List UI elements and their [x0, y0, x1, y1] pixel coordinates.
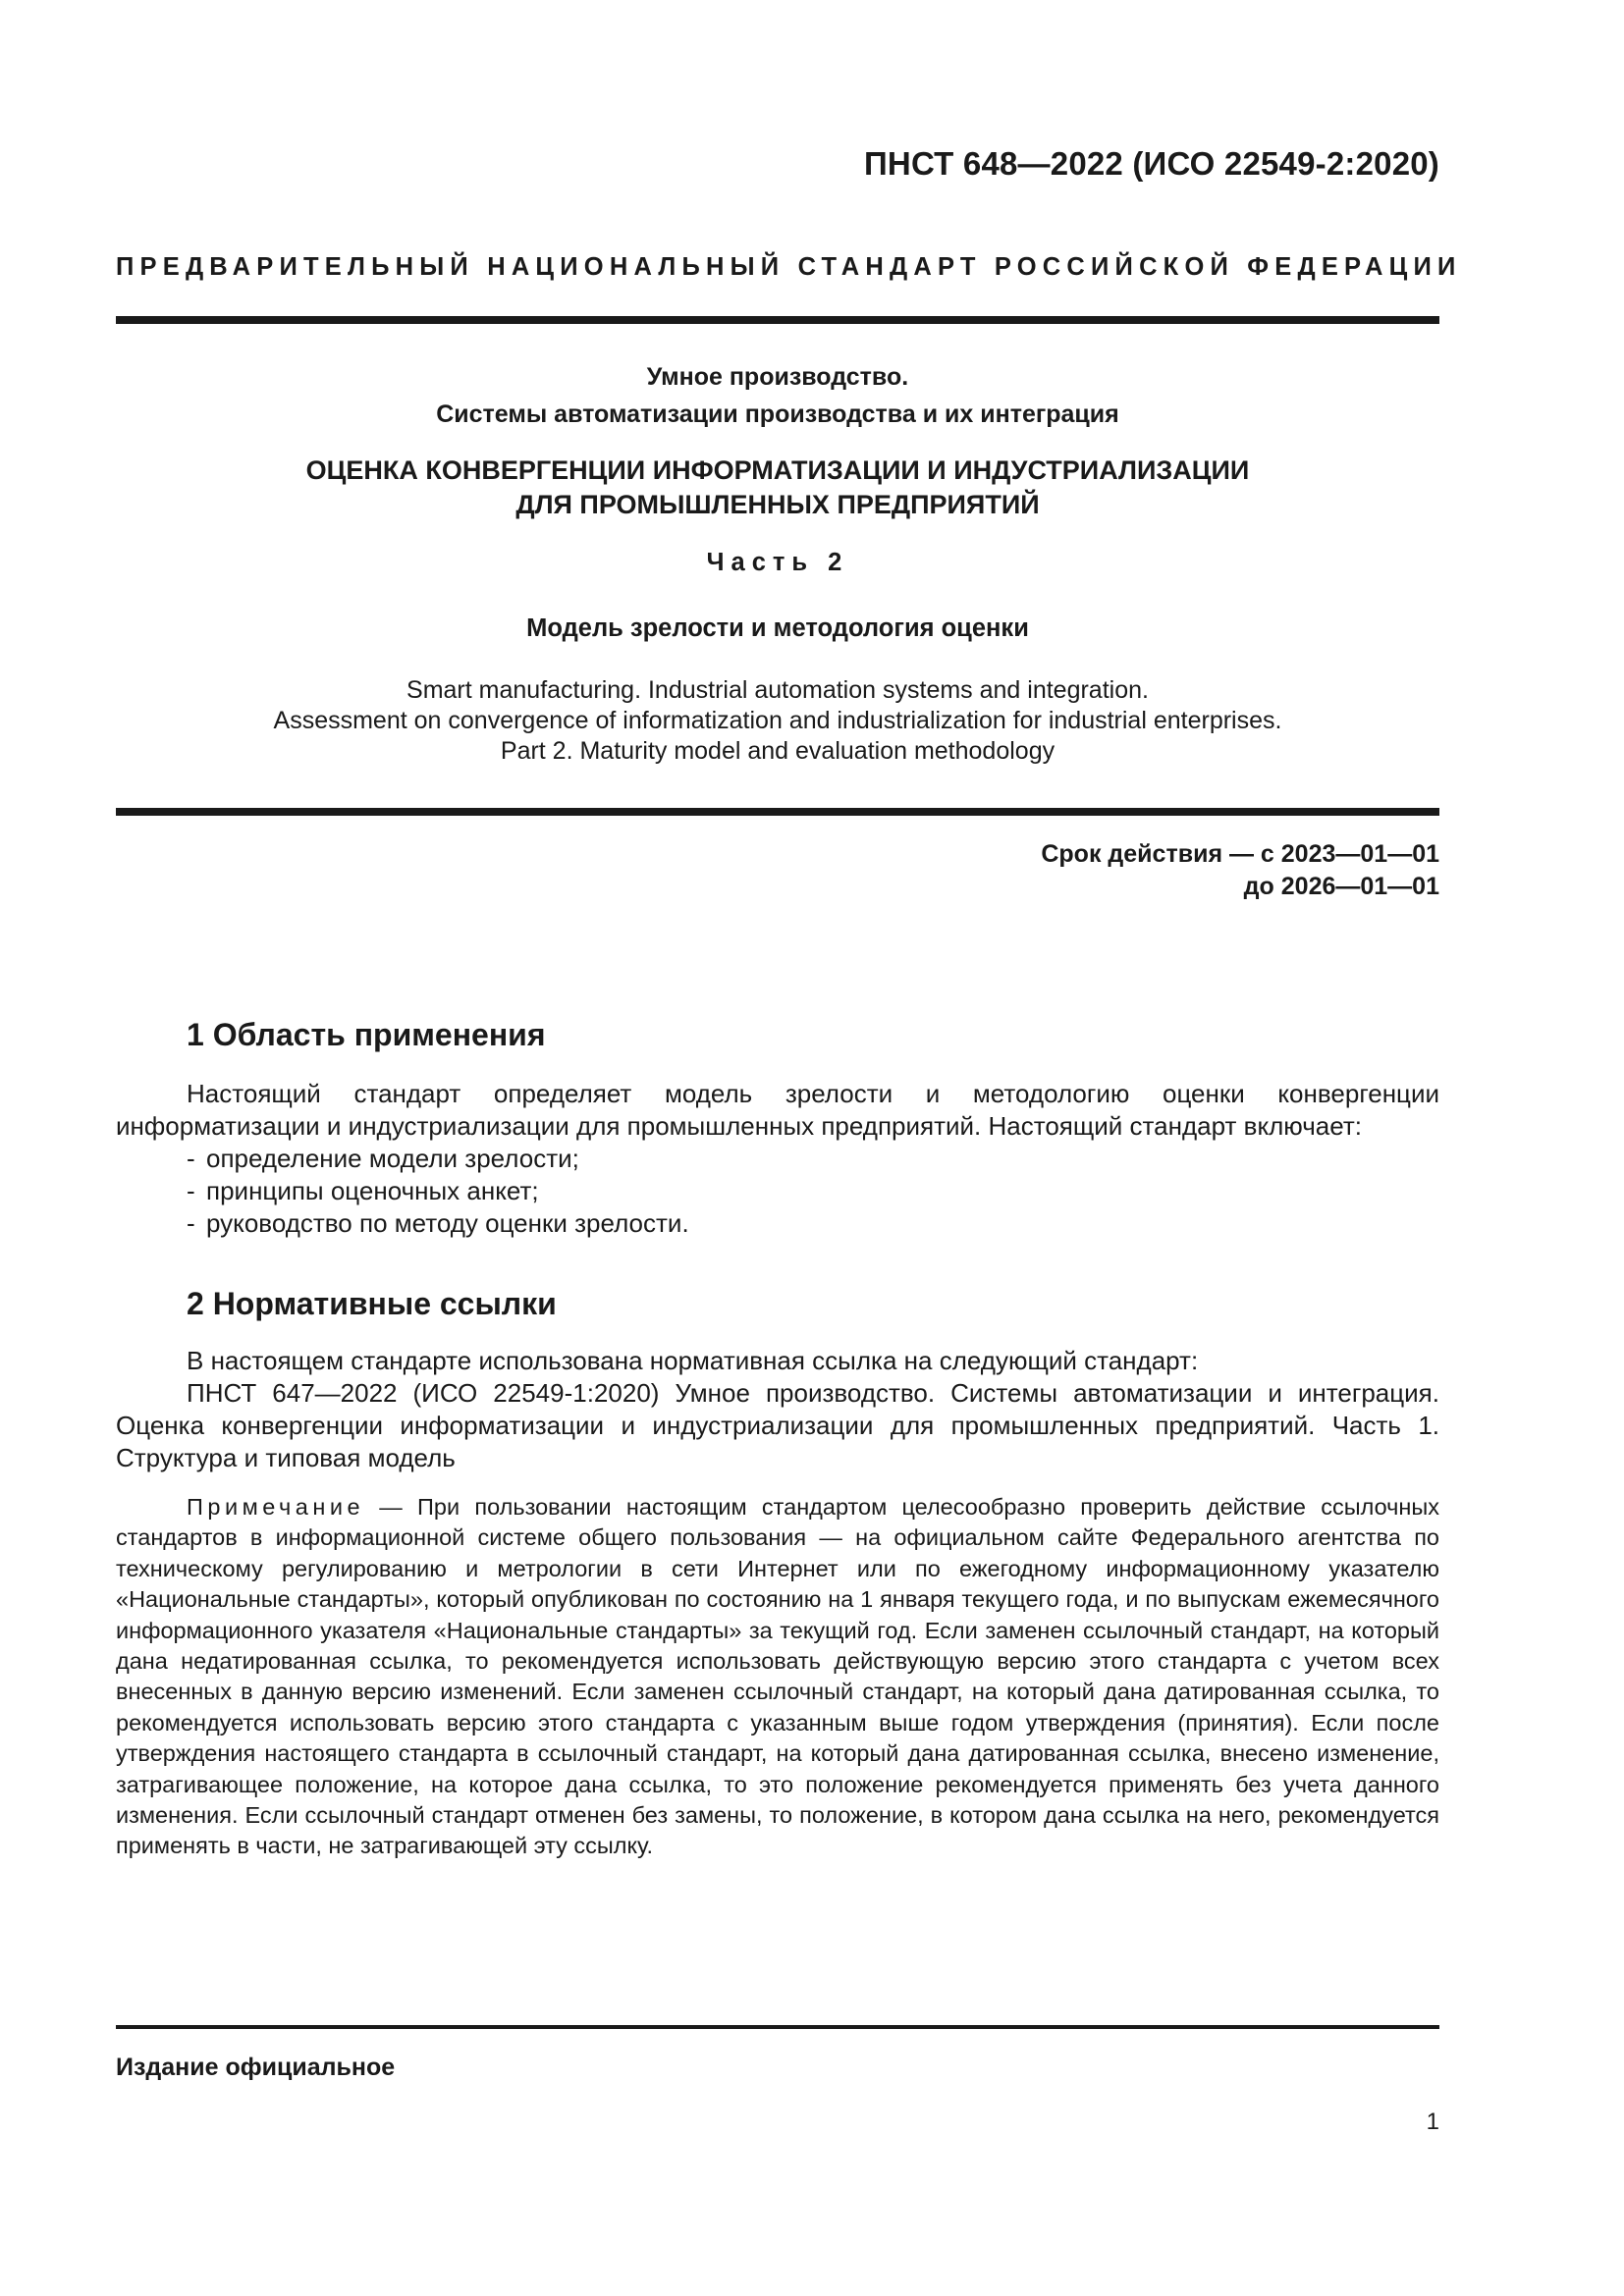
main-title-line-1: ОЦЕНКА КОНВЕРГЕНЦИИ ИНФОРМАТИЗАЦИИ И ИНДУСТРИАЛИЗАЦИИ	[305, 455, 1250, 485]
main-title-line-2: ДЛЯ ПРОМЫШЛЕННЫХ ПРЕДПРИЯТИЙ	[515, 490, 1040, 519]
list-item: - принципы оценочных анкет;	[187, 1176, 539, 1205]
document-code: ПНСТ 648—2022 (ИСО 22549-2:2020)	[864, 145, 1439, 182]
part-title: Модель зрелости и методология оценки	[526, 614, 1029, 642]
subtitle-russian	[116, 358, 1439, 433]
standard-type-title: ПРЕДВАРИТЕЛЬНЫЙ НАЦИОНАЛЬНЫЙ СТАНДАРТ РОССИЙСКОЙ ФЕДЕРАЦИИ	[116, 253, 1462, 281]
list-item-text: принципы оценочных анкет;	[206, 1176, 539, 1205]
validity-end: до 2026—01—01	[1243, 873, 1439, 900]
list-item-text: определение модели зрелости;	[206, 1144, 579, 1173]
section-2-body	[116, 1345, 1439, 1474]
list-item: - определение модели зрелости;	[187, 1144, 579, 1173]
normative-reference: ПНСТ 647—2022 (ИСО 22549-1:2020) Умное производство. Системы автоматизации и интеграция. Оценка конвергенции информатизации и индустриализации для промышленных предприятий. Часть 1. Структура и типовая модель	[116, 1378, 1439, 1472]
section-1-intro: Настоящий стандарт определяет модель зрелости и методологию оценки конвергенции информатизации и индустриализации для промышленных предприятий. Настоящий стандарт включает:	[116, 1079, 1439, 1141]
section-1-body	[116, 1078, 1439, 1240]
note-text: — При пользовании настоящим стандартом целесообразно проверить действие ссылочных стандартов в информационной системе общего пользования — на официальном сайте Федерального агентства по техническому регулированию и метрологии в сети Интернет или по ежегодному информационному указателю «Национальные стандарты», который опубликован по состоянию на 1 января текущего года, и по выпускам ежемесячного информационного указателя «Национальные стандарты» за текущий год. Если заменен ссылочный стандарт, на который дана недатированная ссылка, то рекомендуется использовать действующую версию этого стандарта с учетом всех внесенных в данную версию изменений. Если заменен ссылочный стандарт, на который дана датированная ссылка, то рекомендуется использовать версию этого стандарта с указанным выше годом утверждения (принятия). Если после утверждения настоящего стандарта в ссылочный стандарт, на который дана датированная ссылка, внесено изменение, затрагивающее положение, на которое дана ссылка, то это положение рекомендуется применять без учета данного изменения. Если ссылочный стандарт отменен без замены, то положение, в котором дана ссылка на него, рекомендуется применять в части, не затрагивающей эту ссылку.	[116, 1494, 1440, 1859]
english-title-line-1: Smart manufacturing. Industrial automation systems and integration.	[406, 676, 1149, 704]
section-2-intro: В настоящем стандарте использована нормативная ссылка на следующий стандарт:	[187, 1346, 1199, 1375]
section-2-heading: 2 Нормативные ссылки	[187, 1286, 557, 1321]
header-rule	[116, 316, 1439, 324]
validity-period	[1041, 838, 1439, 903]
note-label: Примечание	[187, 1494, 365, 1520]
main-title-russian	[116, 454, 1439, 522]
list-item-text: руководство по методу оценки зрелости.	[206, 1208, 689, 1238]
title-english	[116, 675, 1439, 767]
subtitle-line-2: Системы автоматизации производства и их интеграция	[436, 400, 1119, 428]
validity-start: Срок действия — с 2023—01—01	[1041, 840, 1439, 868]
page-number: 1	[1426, 2109, 1439, 2135]
footer-rule	[116, 2025, 1439, 2029]
english-title-line-3: Part 2. Maturity model and evaluation methodology	[500, 737, 1056, 765]
english-title-line-2: Assessment on convergence of informatization and industrialization for industrial enterprises.	[273, 707, 1282, 734]
note-paragraph	[116, 1492, 1439, 1862]
title-rule	[116, 808, 1439, 816]
official-edition-label: Издание официальное	[116, 2054, 396, 2081]
list-item: - руководство по методу оценки зрелости.	[187, 1208, 689, 1238]
part-label: Часть 2	[706, 549, 849, 576]
subtitle-line-1: Умное производство.	[646, 363, 909, 391]
section-1-heading: 1 Область применения	[187, 1017, 546, 1052]
